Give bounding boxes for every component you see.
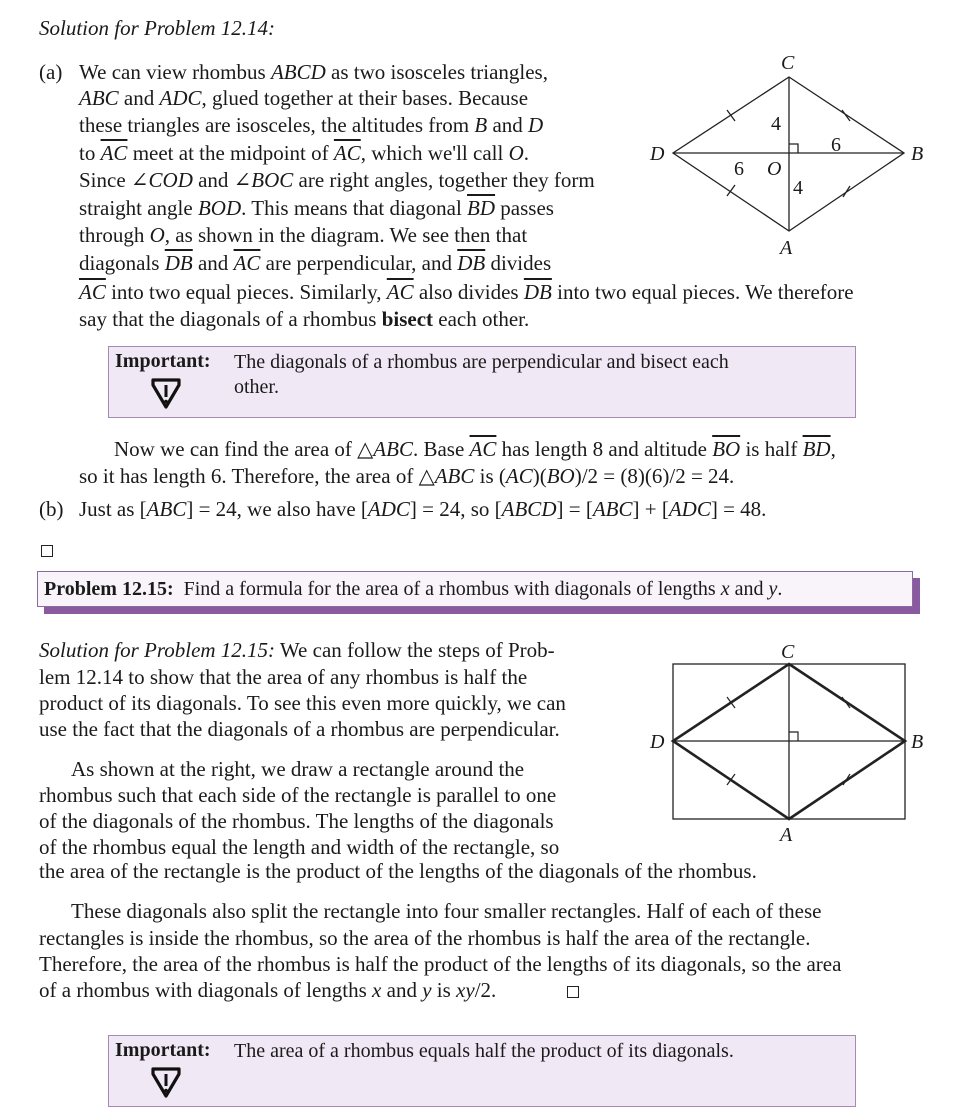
length-od: 6 — [734, 158, 744, 180]
important-text-line2: other. — [234, 376, 279, 398]
label-a: A — [780, 824, 793, 846]
label-d: D — [650, 143, 665, 165]
label-b: B — [911, 143, 924, 165]
rhombus-diagram-1 — [630, 40, 960, 270]
problem-1215-box: Problem 12.15: Find a formula for the area of a rhombus with diagonals of lengths x and y. — [37, 571, 913, 607]
label-o: O — [767, 158, 782, 180]
label-d: D — [650, 731, 665, 753]
label-a: A — [780, 237, 793, 259]
qed-square-icon — [41, 545, 53, 557]
length-ob: 6 — [831, 134, 841, 156]
part-b-label: (b) — [39, 497, 64, 521]
label-c: C — [781, 52, 795, 74]
qed-square-icon-2 — [567, 986, 579, 998]
warning-icon — [149, 376, 183, 410]
solution-1214-heading: Solution for Problem 12.14: — [39, 16, 276, 40]
important-text: The area of a rhombus equals half the product of its diagonals. — [234, 1040, 734, 1062]
label-c: C — [781, 641, 795, 663]
important-label: Important: — [115, 1039, 211, 1061]
rhombus-rectangle-diagram — [630, 630, 960, 850]
part-b-text: Just as [ABC] = 24, we also have [ADC] = 24, so [ABCD] = [ABC] + [ADC] = 48. — [79, 497, 767, 521]
label-b: B — [911, 731, 924, 753]
length-oa: 4 — [793, 177, 803, 199]
part-a-label: (a) — [39, 60, 63, 84]
length-oc: 4 — [771, 113, 781, 135]
important-text-line1: The diagonals of a rhombus are perpendicular and bisect each — [234, 351, 729, 373]
warning-icon — [149, 1065, 183, 1099]
important-box-2 — [108, 1035, 856, 1107]
important-box-1 — [108, 346, 856, 418]
problem-label: Problem 12.15: — [44, 578, 174, 600]
important-label: Important: — [115, 350, 211, 372]
